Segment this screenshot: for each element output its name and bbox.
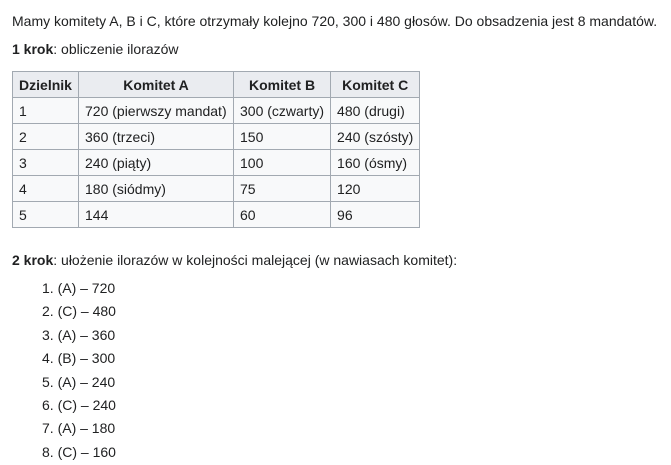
ranking-list [12, 277, 116, 464]
table-cell: 3 [13, 150, 79, 176]
list-item: 4. (B) – 300 [42, 350, 116, 367]
intro-paragraph: Mamy komitety A, B i C, które otrzymały kolejno 720, 300 i 480 głosów. Do obsadzenia jest 8 mandatów. [12, 13, 658, 29]
table-cell: 60 [234, 202, 331, 228]
list-item: 3. (A) – 360 [42, 326, 116, 343]
list-item: 1. (A) – 720 [42, 280, 116, 296]
step1-text: : obliczenie ilorazów [53, 41, 179, 57]
list-item: 8. (C) – 160 [42, 443, 116, 460]
table-cell: 300 (czwarty) [234, 98, 331, 124]
step2-text: : ułożenie ilorazów w kolejności malejącej (w nawiasach komitet): [53, 252, 458, 268]
step1-paragraph [12, 38, 179, 60]
header-komitet-c: Komitet C [331, 72, 420, 98]
table-cell: 144 [79, 202, 234, 228]
table-cell: 180 (siódmy) [79, 176, 234, 202]
table-header-row [13, 72, 420, 98]
list-item: 7. (A) – 180 [42, 420, 116, 437]
header-komitet-b: Komitet B [234, 72, 331, 98]
step2-label: 2 krok [12, 252, 54, 268]
table-cell: 120 [331, 176, 420, 202]
table-cell: 360 (trzeci) [79, 124, 234, 150]
table-row [13, 98, 420, 124]
table-row [13, 202, 420, 228]
table-cell: 160 (ósmy) [331, 150, 420, 176]
step2-paragraph [12, 249, 457, 271]
table-cell: 96 [331, 202, 420, 228]
quotients-table [12, 71, 420, 228]
table-cell: 720 (pierwszy mandat) [79, 98, 234, 124]
table-cell: 480 (drugi) [331, 98, 420, 124]
table-cell: 240 (szósty) [331, 124, 420, 150]
step1-label: 1 krok [12, 41, 54, 57]
list-item: 6. (C) – 240 [42, 396, 116, 413]
header-komitet-a: Komitet A [79, 72, 234, 98]
table-row [13, 124, 420, 150]
list-item: 5. (A) – 240 [42, 373, 116, 390]
table-row [13, 176, 420, 202]
table-cell: 1 [13, 98, 79, 124]
table-cell: 150 [234, 124, 331, 150]
list-item: 2. (C) – 480 [42, 303, 116, 320]
table-cell: 4 [13, 176, 79, 202]
table-cell: 75 [234, 176, 331, 202]
header-dzielnik: Dzielnik [13, 72, 79, 98]
table-cell: 240 (piąty) [79, 150, 234, 176]
table-cell: 2 [13, 124, 79, 150]
table-cell: 5 [13, 202, 79, 228]
table-row [13, 150, 420, 176]
table-cell: 100 [234, 150, 331, 176]
